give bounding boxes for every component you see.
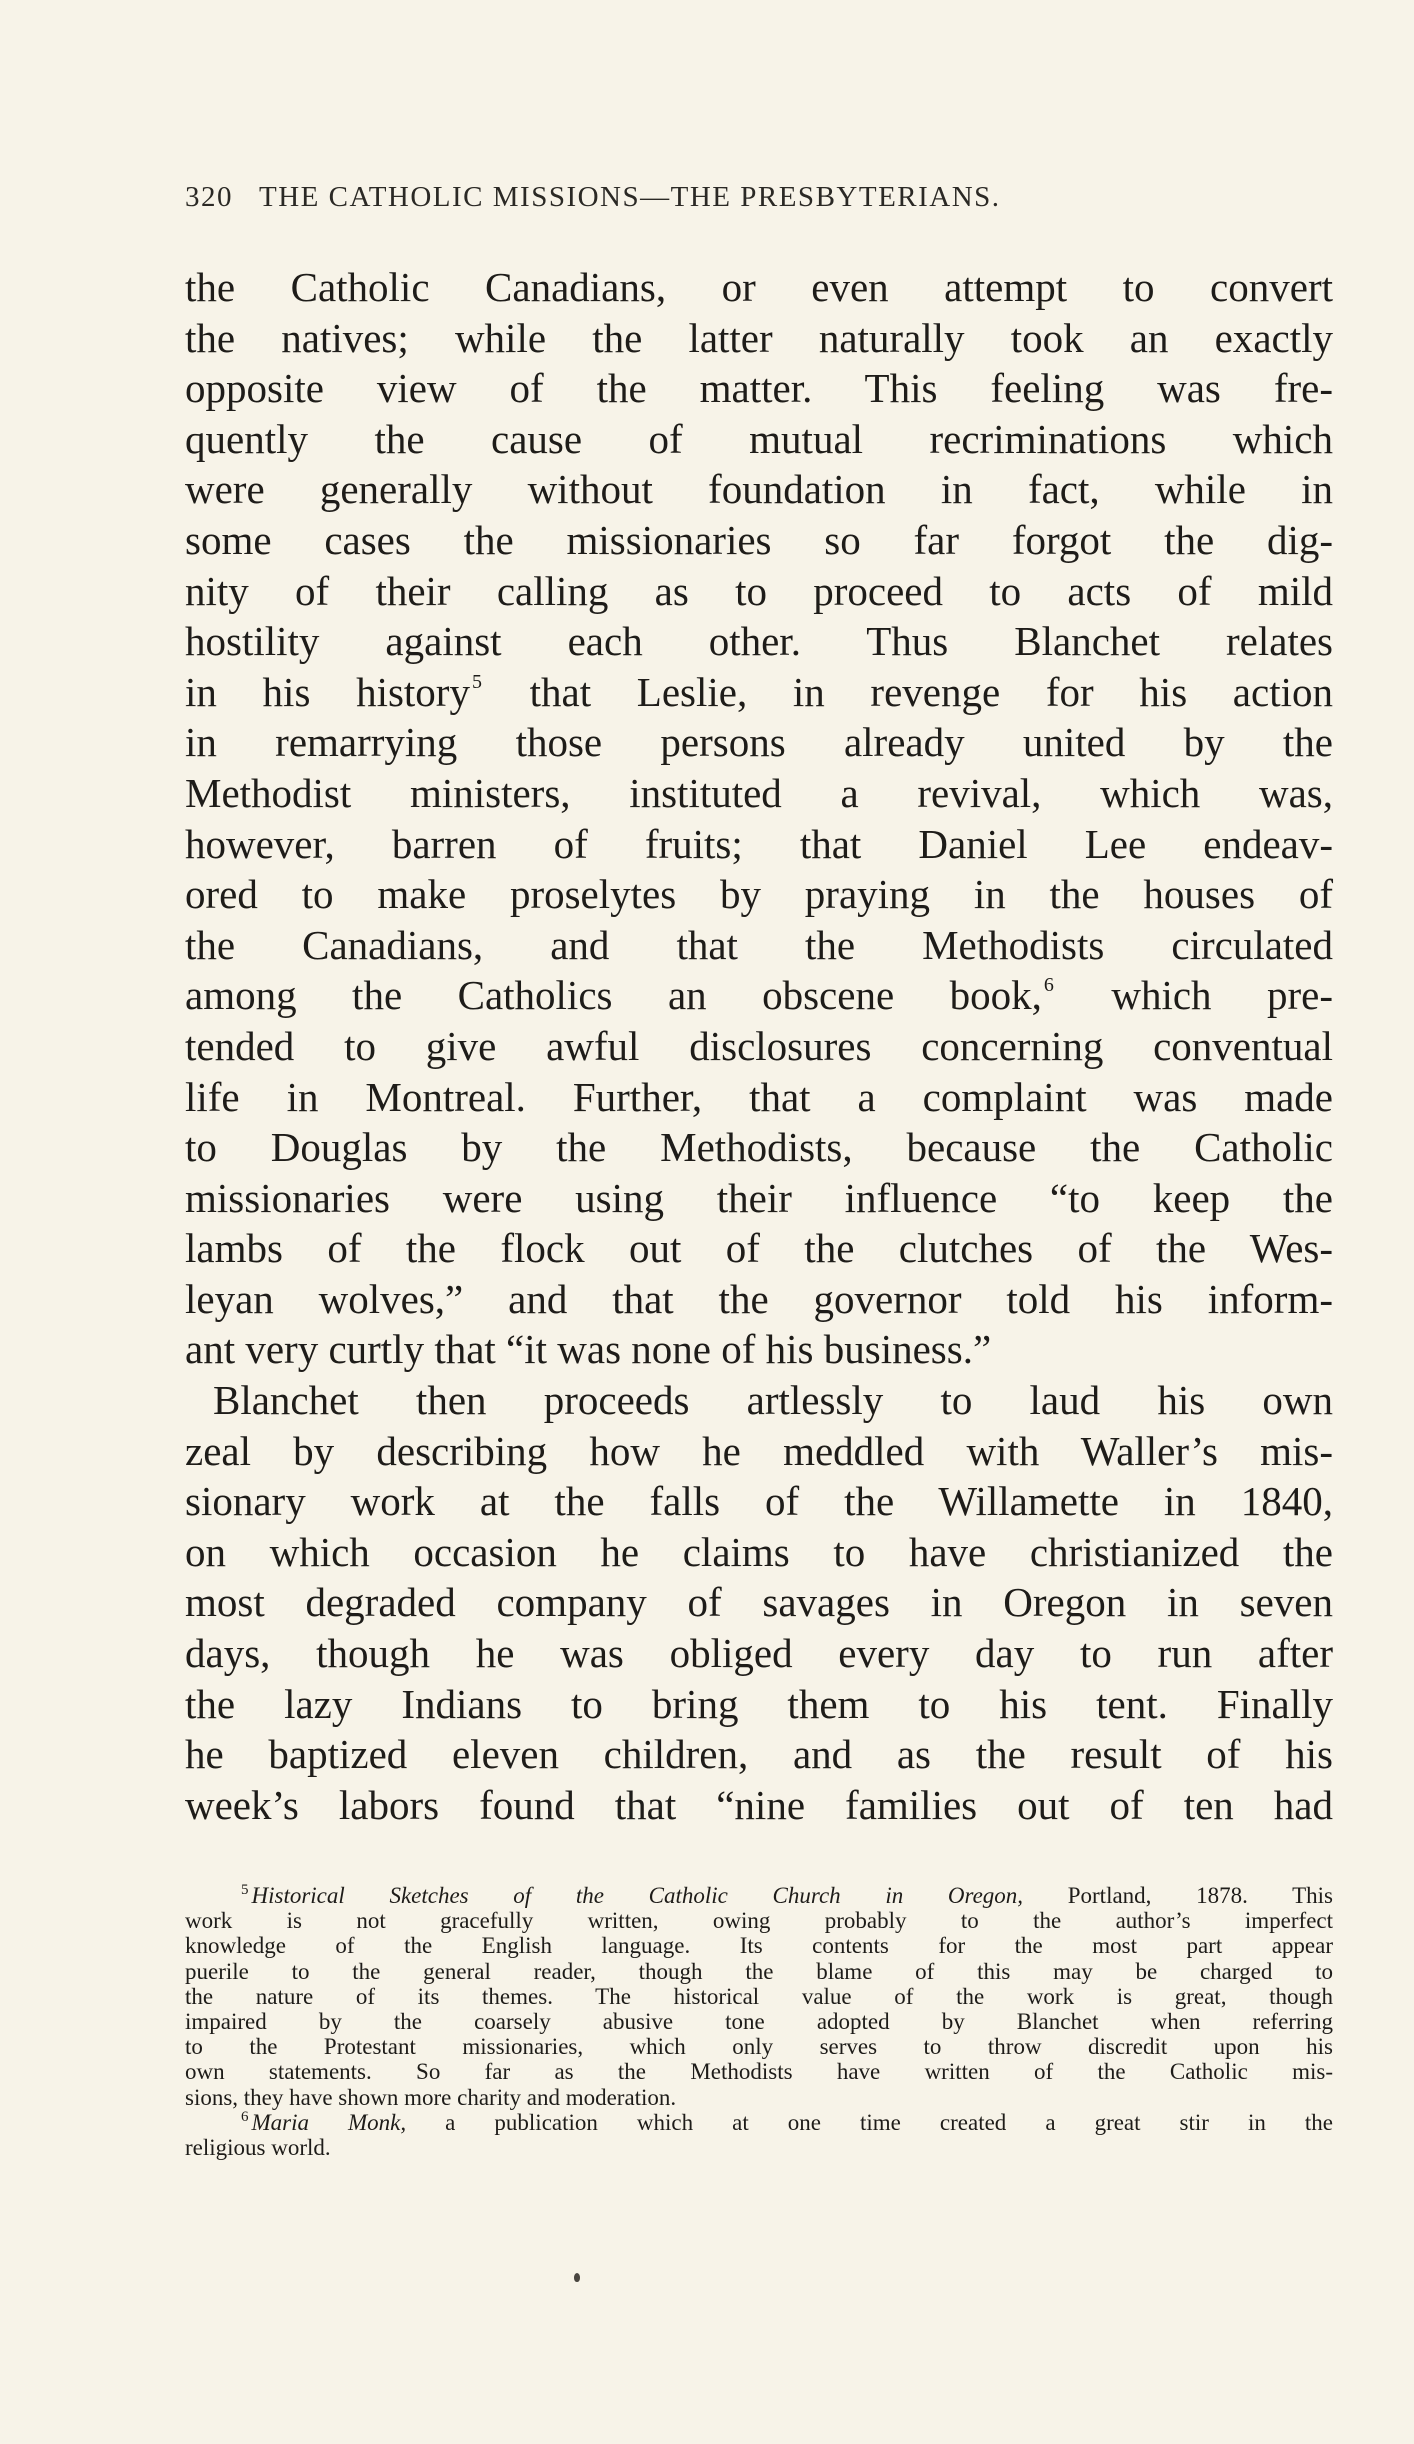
text-line: hostility against each other. Thus Blanchet relates — [185, 618, 1333, 665]
footnote-5-line — [185, 1883, 1333, 1908]
text-line: to Douglas by the Methodists, because the Catholic — [185, 1124, 1333, 1171]
page-number: 320 — [185, 181, 233, 213]
footnote-reference-5[interactable]: 5 — [471, 670, 482, 693]
text-line: tended to give awful disclosures concerning conventual — [185, 1022, 1333, 1069]
text-line: the lazy Indians to bring them to his tent. Finally — [185, 1680, 1333, 1727]
body-text — [185, 262, 1333, 1830]
text-segment: that Leslie, in revenge for his action — [483, 668, 1333, 715]
text-line: Methodist ministers, instituted a revival, which was, — [185, 769, 1333, 816]
text-line — [185, 970, 1333, 1021]
text-segment: in his history — [185, 668, 470, 715]
text-line: zeal by describing how he meddled with Waller’s mis- — [185, 1427, 1333, 1474]
text-line: ored to make proselytes by praying in the houses of — [185, 871, 1333, 918]
footnote-5-line: own statements. So far as the Methodists have written of the Catholic mis- — [185, 2059, 1333, 2085]
text-line: the Catholic Canadians, or even attempt to convert — [185, 264, 1333, 310]
running-title: THE CATHOLIC MISSIONS—THE PRESBYTERIANS. — [259, 181, 1001, 213]
text-line: some cases the missionaries so far forgot the dig- — [185, 516, 1333, 563]
text-line: ant very curtly that “it was none of his business.” — [185, 1326, 992, 1373]
text-line — [185, 667, 1333, 718]
text-segment: which pre- — [1055, 972, 1334, 1019]
text-line: leyan wolves,” and that the governor told his inform- — [185, 1275, 1333, 1322]
footnote-5-title: Historical Sketches of the Catholic Church in Oregon, — [251, 1883, 1024, 1908]
text-line: most degraded company of savages in Oregon in seven — [185, 1579, 1333, 1626]
text-line: nity of their calling as to proceed to acts of mild — [185, 567, 1333, 614]
footnote-mark-5: 5 — [241, 1882, 249, 1898]
running-header — [185, 181, 1225, 221]
text-line: missionaries were using their influence “to keep the — [185, 1174, 1333, 1221]
footnote-5-line: the nature of its themes. The historical value of the work is great, though — [185, 1983, 1333, 2009]
footnote-6-title: Maria Monk, — [251, 2109, 407, 2135]
text-line: days, though he was obliged every day to run after — [185, 1630, 1333, 1677]
footnote-5-line: sions, they have shown more charity and moderation. — [185, 2084, 677, 2110]
text-line: were generally without foundation in fact, while in — [185, 466, 1333, 513]
text-line: quently the cause of mutual recriminations which — [185, 415, 1333, 462]
text-line: week’s labors found that “nine families out of ten had — [185, 1781, 1333, 1828]
footnote-5-line: impaired by the coarsely abusive tone adopted by Blanchet when referring — [185, 2008, 1333, 2034]
text-line: the Canadians, and that the Methodists circulated — [185, 921, 1333, 968]
ink-speck — [574, 2273, 580, 2282]
text-line: Blanchet then proceeds artlessly to laud his own — [213, 1377, 1333, 1424]
text-line: however, barren of fruits; that Daniel Lee endeav- — [185, 820, 1333, 867]
footnotes — [185, 1883, 1333, 2160]
footnote-6-line — [185, 2110, 1333, 2135]
text-segment: Portland, 1878. This — [1023, 1883, 1333, 1908]
footnote-mark-6: 6 — [241, 2108, 249, 2125]
text-line: the natives; while the latter naturally took an exactly — [185, 314, 1333, 361]
text-segment: a publication which at one time created a great stir in the — [406, 2109, 1333, 2135]
text-line: on which occasion he claims to have christianized the — [185, 1528, 1333, 1575]
footnote-5-line: to the Protestant missionaries, which only serves to throw discredit upon his — [185, 2034, 1333, 2060]
footnote-5-line: work is not gracefully written, owing probably to the author’s imperfect — [185, 1908, 1333, 1934]
footnote-reference-6[interactable]: 6 — [1043, 974, 1054, 997]
text-segment: among the Catholics an obscene book, — [185, 972, 1042, 1019]
text-line: sionary work at the falls of the Willamette in 1840, — [185, 1478, 1333, 1525]
text-line: lambs of the flock out of the clutches of the Wes- — [185, 1225, 1333, 1272]
footnote-6-line: religious world. — [185, 2134, 331, 2160]
text-line: in remarrying those persons already united by the — [185, 719, 1333, 766]
text-line: he baptized eleven children, and as the result of his — [185, 1731, 1333, 1778]
footnote-5-line: knowledge of the English language. Its contents for the most part appear — [185, 1933, 1333, 1959]
text-line: opposite view of the matter. This feeling was fre- — [185, 365, 1333, 412]
footnote-5-line: puerile to the general reader, though the blame of this may be charged to — [185, 1958, 1333, 1984]
text-line: life in Montreal. Further, that a complaint was made — [185, 1073, 1333, 1120]
